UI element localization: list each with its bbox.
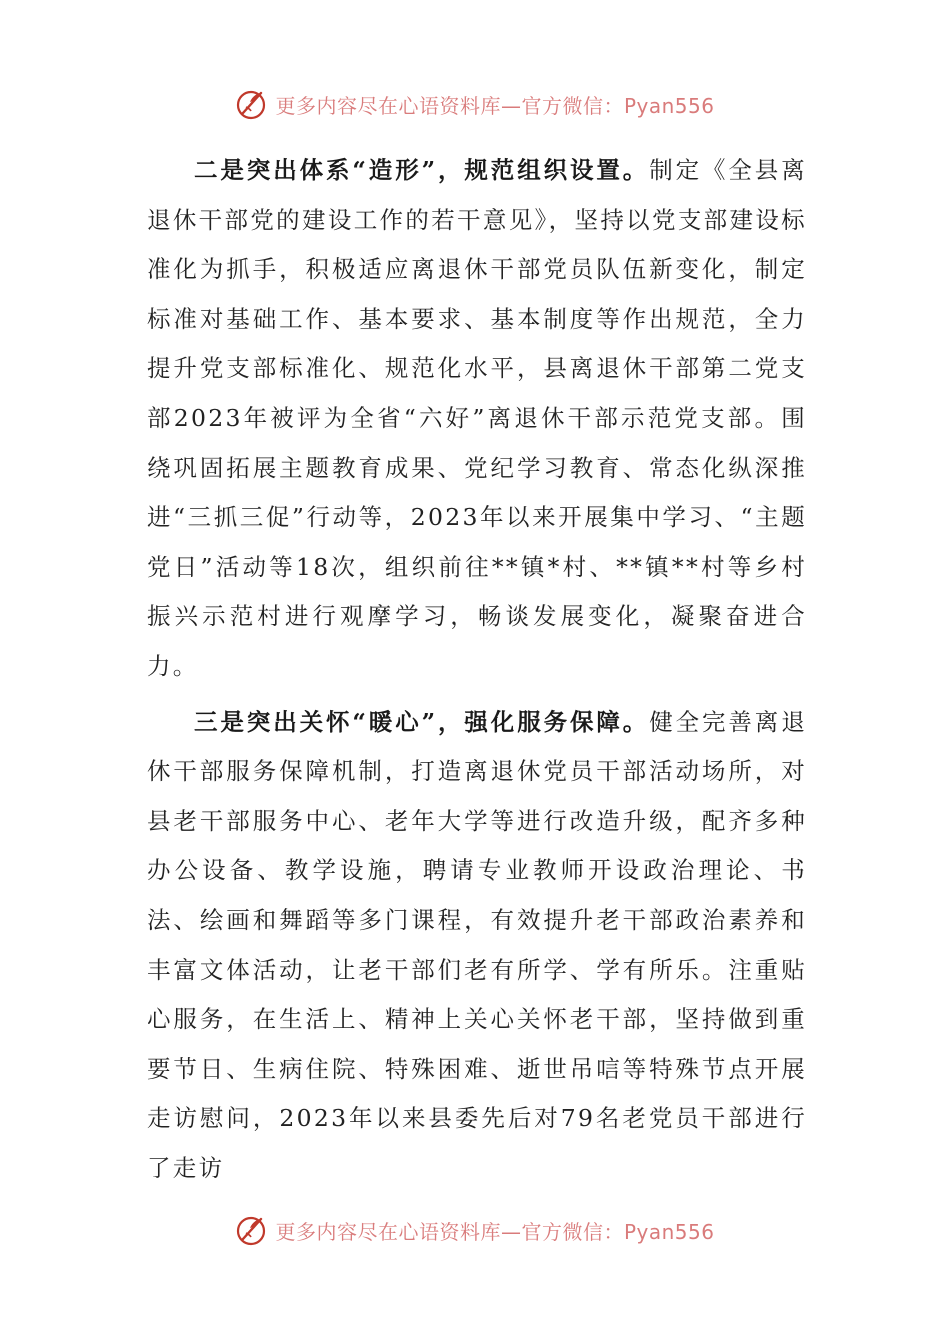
paragraph-text: 健全完善离退休干部服务保障机制，打造离退休党员干部活动场所，对县老干部服务中心、老年大学等进行改造升级，配齐多种办公设备、教学设施，聘请专业教师开设政治理论、书法、绘画和舞蹈等多门课程，有效提升老干部政治素养和丰富文体活动，让老干部们老有所学、学有所乐。注重贴心服务，在生活上、精神上关心关怀老干部，坚持做到重要节日、生病住院、特殊困难、逝世吊唁等特殊节点开展走访慰问，2023年以来县委先后对79名老党员干部进行了走访 <box>147 707 807 1182</box>
paragraph-lead: 三是突出关怀“暖心”，强化服务保障。 <box>194 707 650 736</box>
paragraph-text: 制定《全县离退休干部党的建设工作的若干意见》，坚持以党支部建设标准化为抓手，积极适应离退休干部党员队伍新变化，制定标准对基础工作、基本要求、基本制度等作出规范，全力提升党支部标准化、规范化水平，县离退休干部第二党支部2023年被评为全省“六好”离退休干部示范党支部。围绕巩固拓展主题教育成果、党纪学习教育、常态化纵深推进“三抓三促”行动等，2023年以来开展集中学习、“主题党日”活动等18次，组织前往**镇*村、**镇**村等乡村振兴示范村进行观摩学习，畅谈发展变化，凝聚奋进合力。 <box>147 156 807 680</box>
footer-watermark <box>0 1210 950 1250</box>
header-watermark <box>0 84 950 124</box>
document-body <box>147 146 807 1193</box>
header-watermark-text: 更多内容尽在心语资料库—官方微信：Pyan556 <box>275 93 715 118</box>
paragraph-lead: 二是突出体系“造形”，规范组织设置。 <box>194 156 650 184</box>
footer-watermark-text: 更多内容尽在心语资料库—官方微信：Pyan556 <box>275 1219 715 1244</box>
quill-pen-circle-icon <box>235 1213 269 1247</box>
paragraph-service <box>147 698 807 1194</box>
quill-pen-circle-icon <box>235 87 269 121</box>
paragraph-organization <box>147 146 807 692</box>
